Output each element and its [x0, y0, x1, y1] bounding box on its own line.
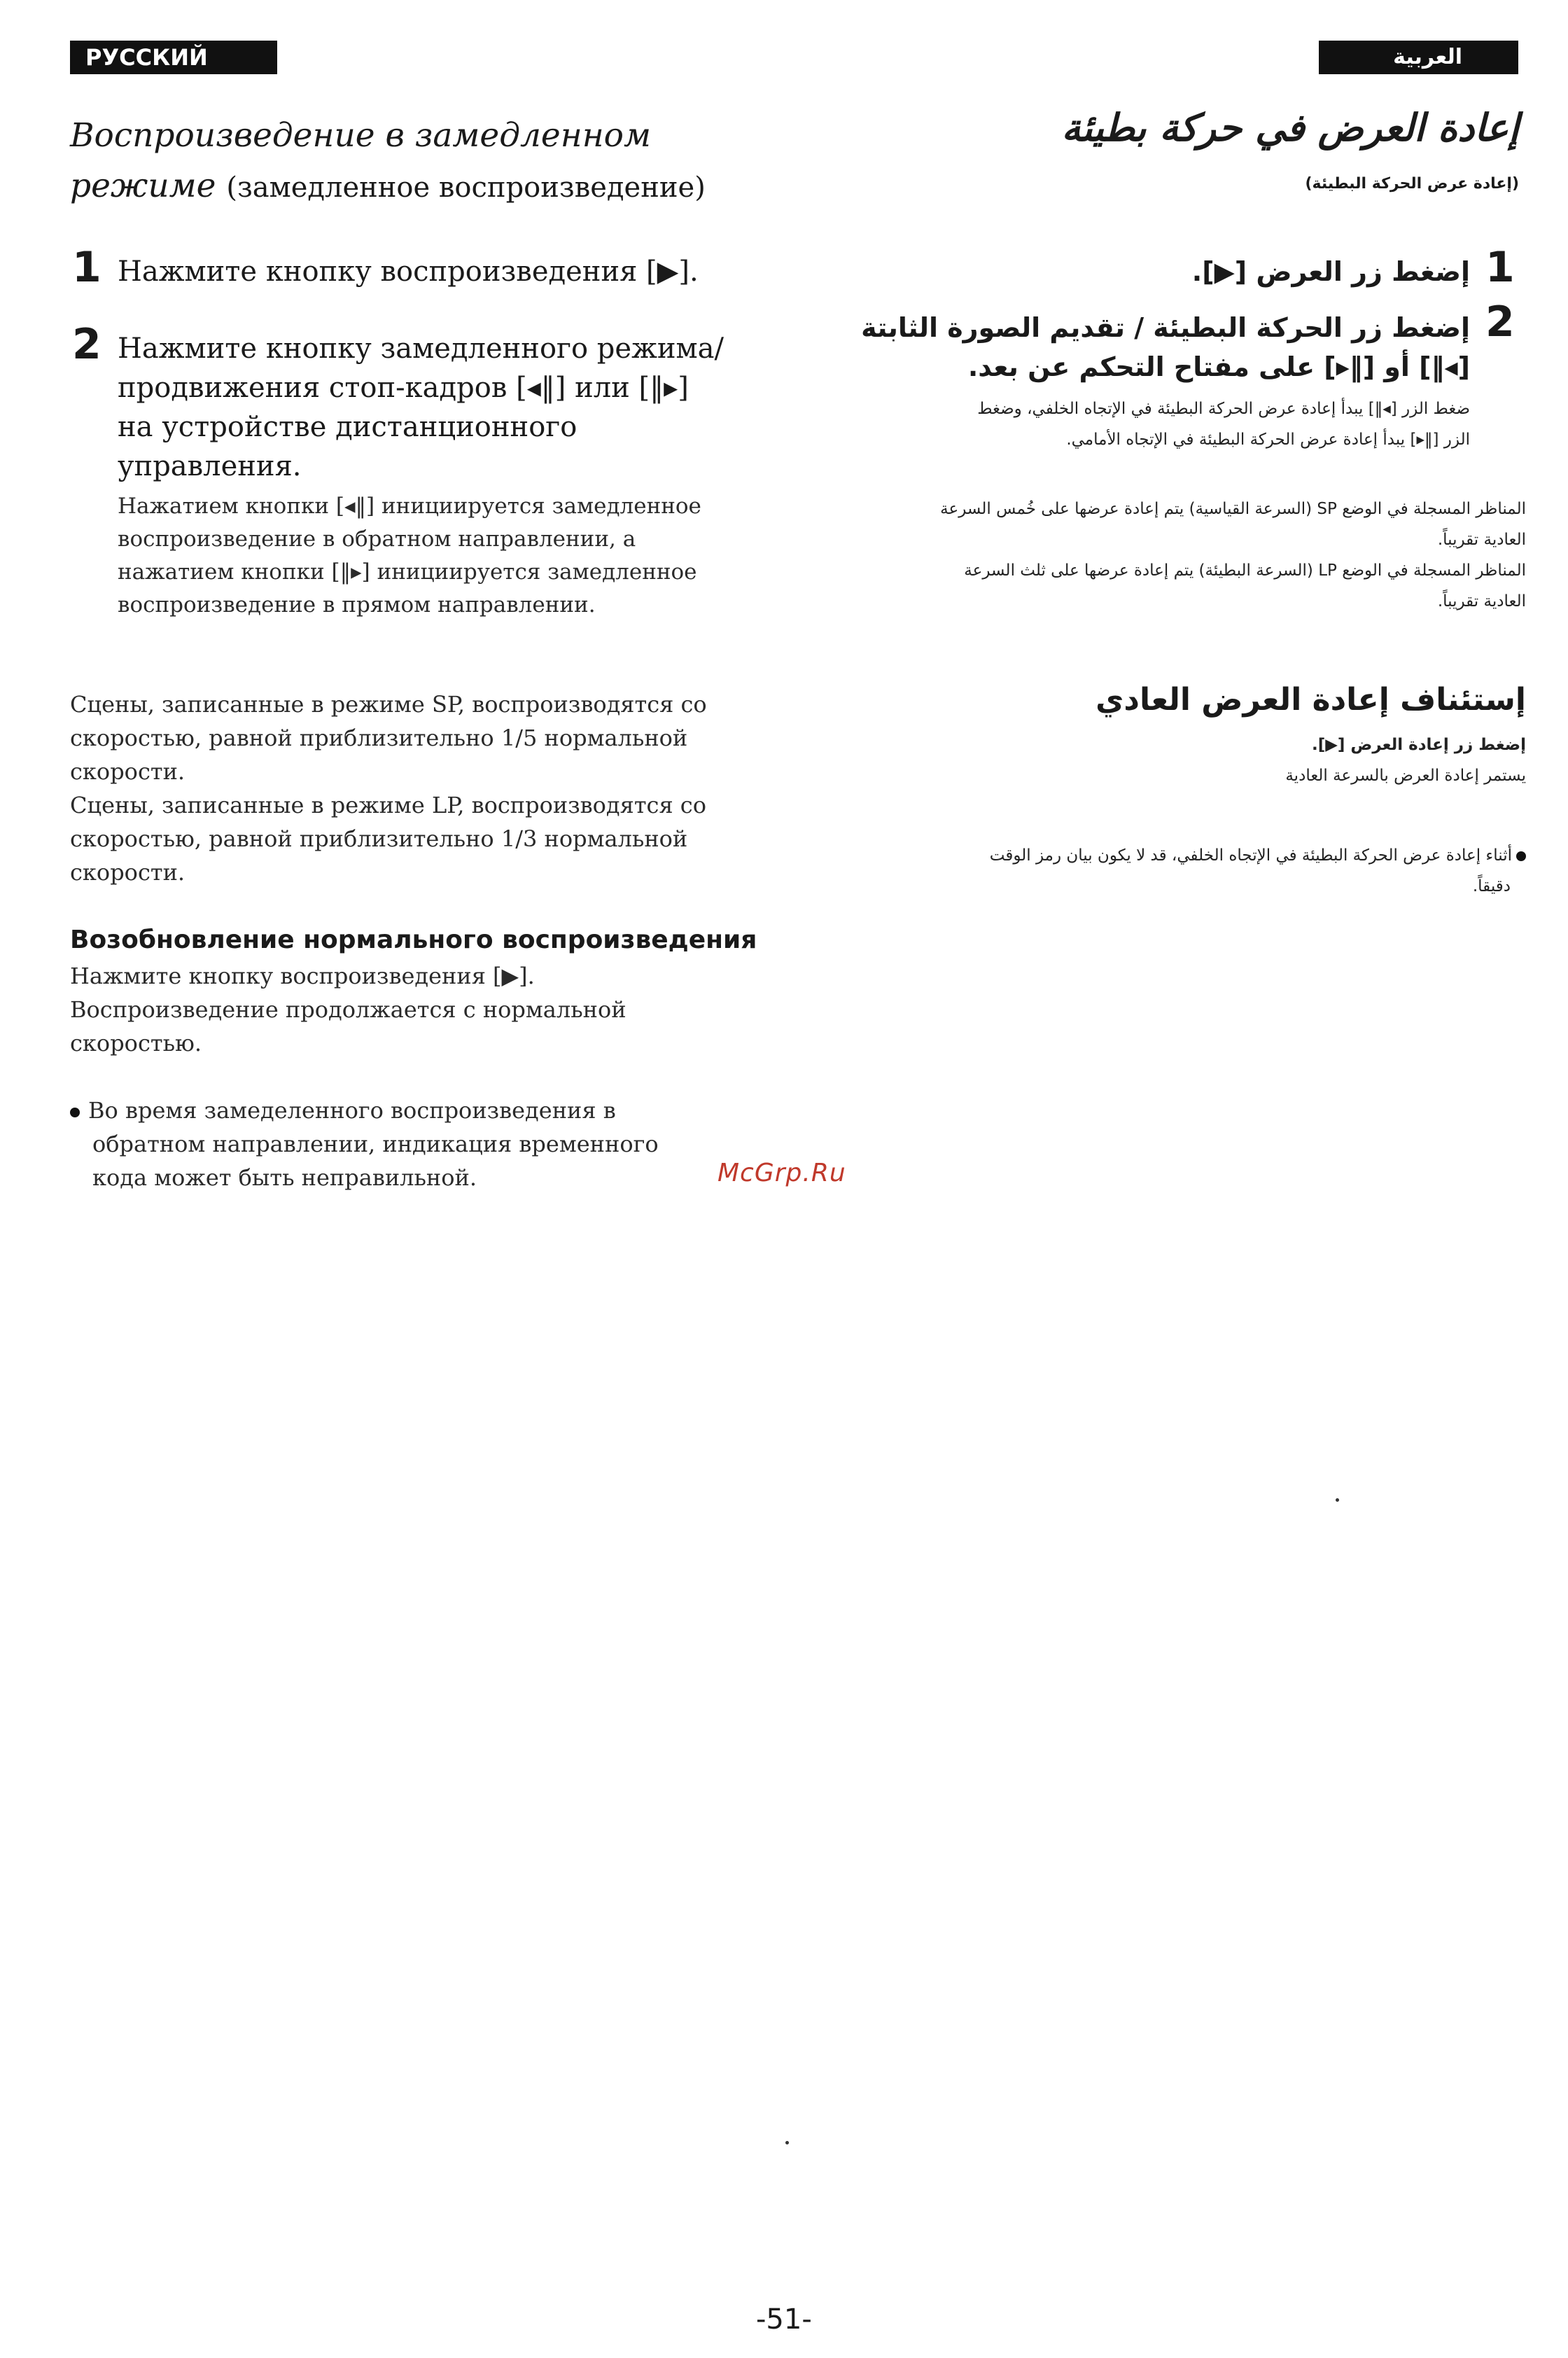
ar-step2-number: 2: [1485, 298, 1515, 347]
arabic-subtitle: (إعادة عرض الحركة البطيئة): [1305, 175, 1519, 193]
ar-step1-text: إضغط زر العرض [▶].: [1191, 256, 1470, 287]
russian-title-line2: режиме: [70, 167, 216, 205]
ar-resume-line: إضغط زر إعادة العرض [▶].: [1311, 736, 1526, 754]
russian-title-line1: Воспроизведение в замедленном: [70, 116, 651, 155]
ar-bullet-line: أثناء إعادة عرض الحركة البطيئة في الإتجاه الخلفي، قد لا يكون بيان رمز الوقت: [989, 846, 1512, 865]
ru-resume-line: Нажмите кнопку воспроизведения [▶].: [70, 963, 535, 989]
ru-step2-note-line: воспроизведение в обратном направлении, а: [118, 526, 636, 552]
scan-speck: [785, 2141, 789, 2144]
ru-step1-text: Нажмите кнопку воспроизведения [▶].: [118, 256, 699, 288]
ru-step2-note-line: нажатием кнопки [‖▸] инициируется замедленное: [118, 559, 697, 585]
ru-bullet-line: Во время замеделенного воспроизведения в: [88, 1097, 616, 1124]
russian-title: [70, 111, 770, 213]
ar-step2-note: [798, 393, 1470, 455]
ar-step2-line: [◂‖] أو [‖▸] على مفتاح التحكم عن بعد.: [967, 351, 1470, 382]
ru-bullet-line: обратном направлении, индикация временного: [92, 1131, 659, 1157]
arabic-title: إعادة العرض في حركة بطيئة: [1061, 106, 1519, 150]
ru-speed-note: [70, 688, 784, 889]
scan-speck: [1336, 1498, 1339, 1502]
ar-bullet-note: [826, 840, 1526, 902]
ru-resume-line: скоростью.: [70, 1030, 202, 1056]
ar-bullet-line: دقيقاً.: [1472, 877, 1511, 895]
russian-title-sub: (замедленное воспроизведение): [226, 172, 706, 204]
ru-step1-number: 1: [72, 243, 102, 292]
ru-speed-note-line: скоростью, равной приблизительно 1/5 нормальной: [70, 725, 688, 751]
arabic-language-tag: العربية: [1319, 41, 1518, 74]
ru-step2-line: управления.: [118, 450, 302, 482]
ru-resume-heading: Возобновление нормального воспроизведения: [70, 926, 757, 954]
page-number: -51-: [756, 2303, 812, 2336]
ru-resume-line: Воспроизведение продолжается с нормальной: [70, 996, 626, 1023]
ar-resume-body: [826, 730, 1526, 791]
ar-resume-heading: إستئناف إعادة العرض العادي: [1096, 682, 1526, 718]
ru-bullet-line: кода может быть неправильной.: [92, 1164, 477, 1191]
ru-speed-note-line: скорости.: [70, 859, 186, 886]
ar-speed-note: [812, 494, 1526, 617]
bullet-icon: [70, 1108, 80, 1117]
russian-language-tag: РУССКИЙ ЯЗЫК: [70, 41, 277, 74]
ar-step2-note-line: ضغط الزر [◂‖] يبدأ إعادة عرض الحركة البطيئة في الإتجاه الخلفي، وضغط: [977, 400, 1470, 418]
ru-step2-note-line: воспроизведение в прямом направлении.: [118, 592, 596, 618]
bullet-icon: [1516, 851, 1526, 861]
ar-step2-note-line: الزر [‖▸] يبدأ إعادة عرض الحركة البطيئة في الإتجاه الأمامي.: [1066, 431, 1470, 449]
ar-speed-note-line: المناظر المسجلة في الوضع SP (السرعة القياسية) يتم إعادة عرضها على خُمس السرعة: [940, 500, 1526, 518]
ar-speed-note-line: العادية تقريباً.: [1437, 531, 1526, 549]
ru-step2-line: Нажмите кнопку замедленного режима/: [118, 333, 724, 365]
ru-resume-body: [70, 959, 770, 1060]
ar-speed-note-line: المناظر المسجلة في الوضع LP (السرعة البطيئة) يتم إعادة عرضها على ثلث السرعة: [964, 561, 1526, 580]
ar-step2-line: إضغط زر الحركة البطيئة / تقديم الصورة الثابتة: [861, 312, 1470, 343]
ru-speed-note-line: Сцены, записанные в режиме LP, воспроизводятся со: [70, 792, 706, 818]
ru-step2-note: [118, 490, 783, 622]
ar-resume-line: يستمر إعادة العرض بالسرعة العادية: [1285, 767, 1526, 785]
ru-step2-text: [118, 329, 769, 486]
watermark-text: McGrp.Ru: [718, 1159, 846, 1187]
ru-step2-note-line: Нажатием кнопки [◂‖] инициируется замедленное: [118, 494, 701, 519]
ar-speed-note-line: العادية تقريباً.: [1437, 592, 1526, 611]
ar-step2-text: [798, 308, 1470, 386]
ru-speed-note-line: скоростью, равной приблизительно 1/3 нормальной: [70, 825, 688, 852]
ru-step2-line: продвижения стоп-кадров [◂‖] или [‖▸]: [118, 372, 689, 404]
ru-step2-number: 2: [72, 320, 102, 369]
ru-speed-note-line: скорости.: [70, 758, 186, 785]
ar-step1-number: 1: [1485, 243, 1515, 292]
ru-step2-line: на устройстве дистанционного: [118, 411, 578, 443]
ru-bullet-note: [70, 1094, 770, 1194]
ru-speed-note-line: Сцены, записанные в режиме SP, воспроизводятся со: [70, 691, 707, 718]
